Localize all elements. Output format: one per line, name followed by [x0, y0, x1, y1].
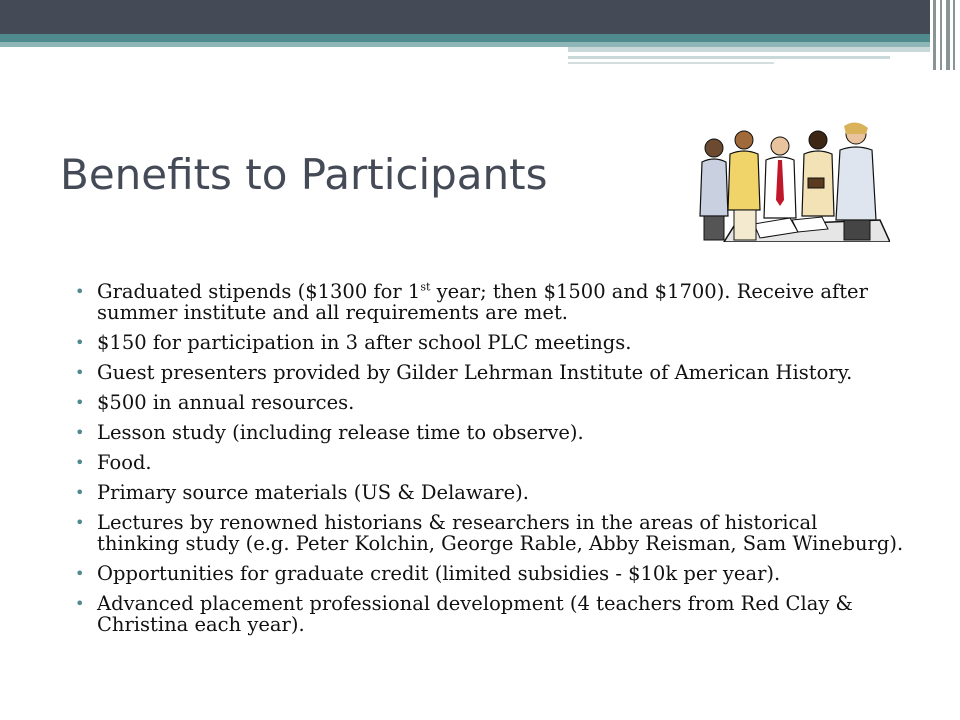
slide-title: Benefits to Participants	[60, 150, 548, 199]
superscript-ordinal: st	[420, 280, 431, 294]
bullet-item: • Guest presenters provided by Gilder Lehrman Institute of American History.	[75, 362, 905, 383]
banner-vertical-line	[953, 0, 955, 70]
group-of-people-clipart	[694, 120, 890, 242]
bullet-item: • $500 in annual resources.	[75, 392, 905, 413]
bullet-item: • $150 for participation in 3 after school PLC meetings.	[75, 332, 905, 353]
bullet-item: • Advanced placement professional development (4 teachers from Red Clay & Christina each year).	[75, 593, 905, 635]
banner-vertical-line	[946, 0, 950, 70]
banner-pale-stripe	[568, 47, 930, 52]
bullet-list	[75, 281, 905, 644]
banner-dark-band	[0, 0, 930, 34]
bullet-item: • Food.	[75, 452, 905, 473]
bullet-item: • Primary source materials (US & Delaware).	[75, 482, 905, 503]
banner-vertical-line	[933, 0, 936, 70]
bullet-item: • Lectures by renowned historians & researchers in the areas of historical thinking study (e.g. Peter Kolchin, George Rable, Abby Reisman, Sam Wineburg).	[75, 512, 905, 554]
bullet-text: Graduated stipends ($1300 for 1	[97, 280, 421, 303]
bullet-text: year; then $1500 and $1700). Receive after summer institute and all requirements are met.	[97, 280, 868, 324]
banner-pale-stripe	[568, 56, 890, 59]
banner-vertical-line	[940, 0, 942, 70]
banner-teal-band	[0, 34, 930, 42]
bullet-item: • Opportunities for graduate credit (limited subsidies - $10k per year).	[75, 563, 905, 584]
bullet-item: • Lesson study (including release time to observe).	[75, 422, 905, 443]
bullet-item	[75, 281, 905, 323]
banner-pale-stripe	[568, 62, 774, 64]
top-banner	[0, 0, 960, 70]
